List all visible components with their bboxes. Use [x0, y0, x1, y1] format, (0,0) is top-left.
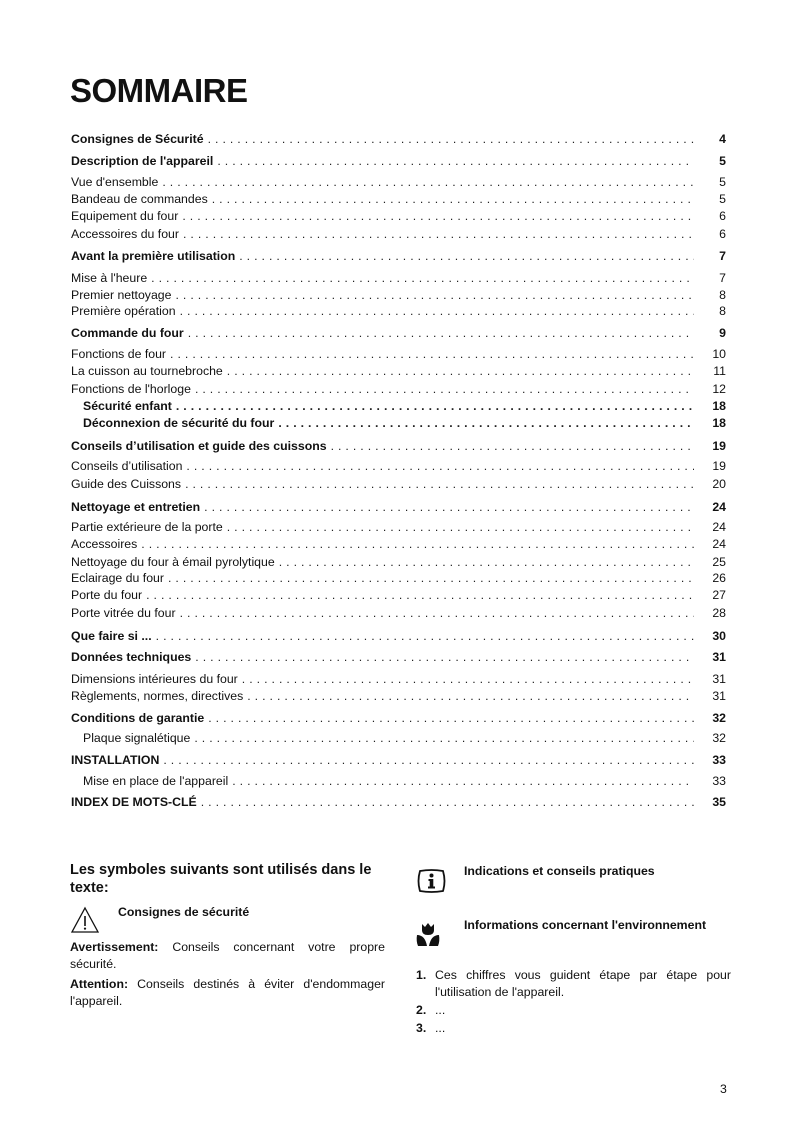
dot-leader	[182, 208, 694, 224]
dot-leader	[242, 671, 694, 687]
dot-leader	[146, 587, 694, 603]
dot-leader	[186, 458, 694, 474]
toc-entry-page: 30	[712, 629, 726, 643]
toc-entry-label: Dimensions intérieures du four	[71, 672, 238, 686]
dot-leader	[175, 287, 694, 303]
toc-entry[interactable]	[71, 381, 726, 397]
info-symbol-label: Indications et conseils pratiques	[464, 864, 655, 878]
toc-entry[interactable]	[71, 415, 726, 431]
dot-leader	[195, 649, 694, 665]
toc-entry-page: 25	[712, 555, 726, 569]
info-icon	[416, 869, 447, 898]
dot-leader	[208, 131, 694, 147]
step-item	[416, 1020, 731, 1037]
toc-entry[interactable]	[71, 688, 726, 704]
toc-entry[interactable]	[71, 248, 726, 264]
toc-entry-page: 4	[719, 132, 726, 146]
toc-entry[interactable]	[71, 131, 726, 147]
toc-entry[interactable]	[71, 710, 726, 726]
toc-entry-page: 20	[712, 477, 726, 491]
toc-entry-label: Consignes de Sécurité	[71, 132, 204, 146]
toc-entry-label: Avant la première utilisation	[71, 249, 236, 263]
toc-entry[interactable]	[71, 649, 726, 665]
attention-description	[70, 976, 385, 1010]
dot-leader	[279, 554, 694, 570]
warning-text: Conseils concernant votre propre sécurité.	[70, 940, 385, 971]
toc-entry[interactable]	[71, 628, 726, 644]
dot-leader	[232, 773, 694, 789]
step-text: ...	[435, 1003, 446, 1017]
page-number: 3	[720, 1082, 727, 1096]
toc-entry[interactable]	[71, 794, 726, 810]
warning-triangle-icon	[70, 906, 100, 939]
toc-entry-page: 24	[712, 537, 726, 551]
step-text: Ces chiffres vous guident étape par étape pour l'utilisation de l'appareil.	[435, 968, 731, 999]
toc-entry-label: Nettoyage et entretien	[71, 500, 201, 514]
legend-title: Les symboles suivants sont utilisés dans le texte:	[70, 862, 372, 896]
toc-entry-page: 11	[713, 364, 726, 378]
toc-entry[interactable]	[71, 174, 726, 190]
toc-entry-label: Equipement du four	[71, 209, 179, 223]
toc-entry[interactable]	[71, 554, 726, 570]
toc-entry[interactable]	[71, 153, 726, 169]
step-item	[416, 967, 731, 1001]
dot-leader	[239, 248, 694, 264]
toc-entry[interactable]	[71, 303, 726, 319]
dot-leader	[194, 730, 694, 746]
toc-entry-label: Porte du four	[71, 588, 143, 602]
dot-leader	[185, 476, 694, 492]
dot-leader	[176, 398, 694, 414]
toc-entry-label: Nettoyage du four à émail pyrolytique	[71, 555, 275, 569]
toc-entry-page: 5	[719, 175, 726, 189]
warning-description	[70, 939, 385, 973]
toc-entry-page: 8	[719, 288, 726, 302]
dot-leader	[227, 363, 694, 379]
toc-entry[interactable]	[71, 270, 726, 286]
toc-entry[interactable]	[71, 730, 726, 746]
toc-entry-page: 10	[712, 347, 726, 361]
dot-leader	[212, 191, 694, 207]
toc-entry-page: 32	[712, 711, 726, 725]
toc-entry[interactable]	[71, 519, 726, 535]
toc-entry-page: 18	[712, 416, 726, 430]
dot-leader	[180, 605, 694, 621]
dot-leader	[208, 710, 694, 726]
toc-entry-page: 19	[712, 459, 726, 473]
toc-entry-page: 35	[712, 795, 726, 809]
toc-entry-page: 31	[712, 689, 726, 703]
step-list	[416, 967, 731, 1038]
dot-leader	[195, 381, 694, 397]
dot-leader	[201, 794, 694, 810]
toc-entry[interactable]	[71, 458, 726, 474]
dot-leader	[180, 303, 694, 319]
toc-entry[interactable]	[71, 346, 726, 362]
toc-entry[interactable]	[71, 287, 726, 303]
toc-entry[interactable]	[71, 438, 726, 454]
toc-entry-page: 27	[712, 588, 726, 602]
toc-entry-label: Commande du four	[71, 326, 184, 340]
dot-leader	[141, 536, 694, 552]
toc-entry-label: Porte vitrée du four	[71, 606, 176, 620]
toc-entry[interactable]	[71, 752, 726, 768]
toc-entry-label: La cuisson au tournebroche	[71, 364, 223, 378]
toc-entry[interactable]	[71, 191, 726, 207]
warning-term: Avertissement:	[70, 940, 159, 954]
toc-entry-page: 28	[712, 606, 726, 620]
toc-entry[interactable]	[71, 226, 726, 242]
step-number: 2.	[416, 1003, 427, 1017]
toc-entry-page: 6	[719, 227, 726, 241]
toc-entry-label: Accessoires du four	[71, 227, 179, 241]
toc-entry-page: 31	[712, 650, 726, 664]
dot-leader	[227, 519, 694, 535]
toc-entry-label: Données techniques	[71, 650, 192, 664]
step-number: 1.	[416, 968, 427, 982]
dot-leader	[170, 346, 694, 362]
toc-entry-label: INDEX DE MOTS-CLÉ	[71, 795, 197, 809]
toc-entry[interactable]	[71, 208, 726, 224]
toc-entry[interactable]	[71, 570, 726, 586]
page-title: SOMMAIRE	[70, 72, 248, 109]
toc-entry-page: 6	[719, 209, 726, 223]
toc-entry-label: Accessoires	[71, 537, 138, 551]
environment-symbol-label: Informations concernant l'environnement	[464, 918, 707, 932]
step-number: 3.	[416, 1021, 427, 1035]
toc-entry-page: 24	[712, 500, 726, 514]
toc-entry[interactable]	[71, 536, 726, 552]
toc-entry-label: Guide des Cuissons	[71, 477, 182, 491]
toc-entry[interactable]	[71, 363, 726, 379]
environment-flower-icon	[416, 922, 440, 953]
toc-entry-label: Partie extérieure de la porte	[71, 520, 223, 534]
dot-leader	[188, 325, 694, 341]
dot-leader	[168, 570, 694, 586]
toc-entry[interactable]	[71, 398, 726, 414]
toc-entry-label: Fonctions de four	[71, 347, 167, 361]
toc-entry-page: 33	[712, 753, 726, 767]
toc-entry[interactable]	[71, 605, 726, 621]
toc-entry-page: 8	[719, 304, 726, 318]
toc-entry-label: Plaque signalétique	[83, 731, 191, 745]
toc-entry-page: 19	[712, 439, 726, 453]
toc-entry-page: 33	[712, 774, 726, 788]
toc-entry-page: 5	[719, 154, 726, 168]
toc-entry[interactable]	[71, 587, 726, 603]
dot-leader	[204, 499, 694, 515]
toc-entry[interactable]	[71, 499, 726, 515]
toc-entry-label: Premier nettoyage	[71, 288, 172, 302]
toc-entry-page: 12	[712, 382, 726, 396]
dot-leader	[331, 438, 694, 454]
step-item	[416, 1002, 731, 1019]
toc-entry-page: 32	[712, 731, 726, 745]
dot-leader	[247, 688, 694, 704]
toc-entry-label: Description de l'appareil	[71, 154, 214, 168]
toc-entry-label: Déconnexion de sécurité du four	[83, 416, 275, 430]
toc-entry[interactable]	[71, 476, 726, 492]
toc-entry-label: Que faire si ...	[71, 629, 152, 643]
toc-entry-label: Fonctions de l'horloge	[71, 382, 191, 396]
toc-entry-label: Mise à l'heure	[71, 271, 148, 285]
toc-entry-label: Première opération	[71, 304, 176, 318]
dot-leader	[156, 628, 694, 644]
toc-entry-label: Règlements, normes, directives	[71, 689, 244, 703]
toc-entry-label: Eclairage du four	[71, 571, 164, 585]
toc-entry-label: Mise en place de l'appareil	[83, 774, 229, 788]
safety-symbol-label: Consignes de sécurité	[118, 905, 250, 919]
dot-leader	[162, 174, 694, 190]
toc-entry-label: Conditions de garantie	[71, 711, 205, 725]
toc-entry-page: 9	[719, 326, 726, 340]
toc-entry-page: 7	[719, 271, 726, 285]
dot-leader	[163, 752, 694, 768]
attention-term: Attention:	[70, 977, 129, 991]
step-text: ...	[435, 1021, 446, 1035]
toc-entry-label: Bandeau de commandes	[71, 192, 208, 206]
toc-entry-page: 5	[719, 192, 726, 206]
toc-entry[interactable]	[71, 773, 726, 789]
toc-entry-page: 7	[719, 249, 726, 263]
toc-entry-label: Sécurité enfant	[83, 399, 172, 413]
attention-text: Conseils destinés à éviter d'endommager l'appareil.	[70, 977, 385, 1008]
toc-entry-label: Conseils d’utilisation et guide des cuissons	[71, 439, 327, 453]
toc-entry-page: 24	[712, 520, 726, 534]
toc-entry-label: INSTALLATION	[71, 753, 160, 767]
dot-leader	[278, 415, 694, 431]
dot-leader	[217, 153, 694, 169]
toc-entry[interactable]	[71, 671, 726, 687]
toc-entry-page: 31	[712, 672, 726, 686]
toc-entry-label: Conseils d’utilisation	[71, 459, 183, 473]
dot-leader	[151, 270, 694, 286]
toc-entry[interactable]	[71, 325, 726, 341]
toc-entry-page: 18	[712, 399, 726, 413]
dot-leader	[183, 226, 694, 242]
toc-entry-label: Vue d'ensemble	[71, 175, 159, 189]
toc-entry-page: 26	[712, 571, 726, 585]
